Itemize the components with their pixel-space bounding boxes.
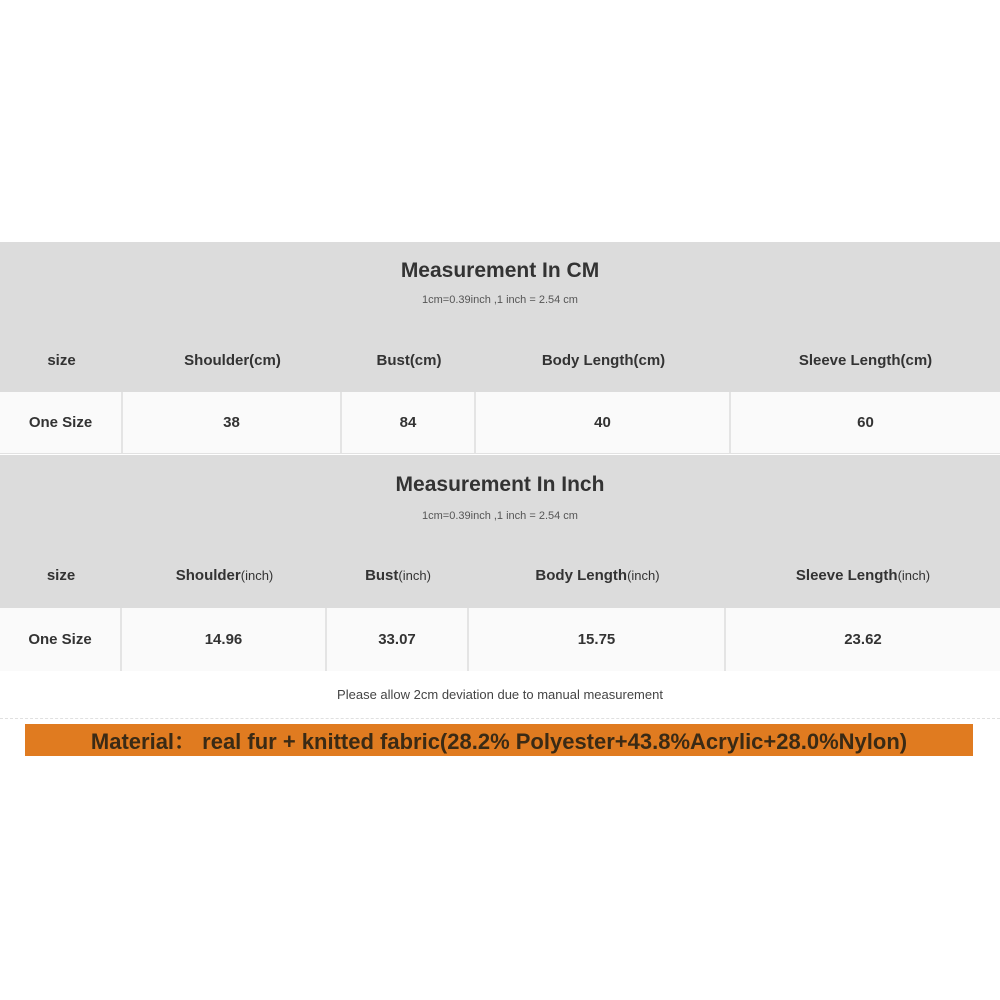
col-header: Shoulder (inch) — [175, 566, 274, 584]
col-header: Body Length (inch) — [535, 566, 660, 584]
col-header: Bust(cm) — [376, 351, 442, 369]
cell: 60 — [857, 414, 874, 431]
cell: 23.62 — [844, 631, 882, 648]
material-banner: Material： real fur + knitted fabric(28.2% Polyester+43.8%Acrylic+28.0%Nylon) — [25, 724, 973, 756]
cell: 40 — [476, 392, 731, 453]
col-header: Sleeve Length (inch) — [795, 566, 931, 584]
cm-subtitle: 1cm=0.39inch ,1 inch = 2.54 cm — [422, 294, 578, 306]
inch-header-row — [0, 545, 1000, 605]
cm-title: Measurement In CM — [400, 259, 600, 282]
col-header: Bust (inch) — [365, 566, 431, 584]
cell: 38 — [123, 392, 342, 453]
inch-title: Measurement In Inch — [395, 473, 605, 496]
cell: One Size — [0, 608, 122, 671]
table-row — [0, 392, 1000, 454]
cm-header-row — [0, 330, 1000, 390]
inch-subtitle: 1cm=0.39inch ,1 inch = 2.54 cm — [422, 510, 578, 522]
col-header: size — [47, 351, 76, 369]
cell: One Size — [0, 392, 123, 453]
deviation-note: Please allow 2cm deviation due to manual measurement — [0, 671, 1000, 719]
col-header: Sleeve Length(cm) — [798, 351, 933, 369]
col-header: Body Length(cm) — [541, 351, 666, 369]
col-header: Shoulder(cm) — [184, 351, 281, 369]
cell: 84 — [342, 392, 476, 453]
col-header: size — [46, 566, 76, 584]
cell: 33.07 — [327, 608, 469, 671]
cell: 14.96 — [122, 608, 327, 671]
cell: 15.75 — [469, 608, 726, 671]
table-row — [0, 608, 1000, 672]
